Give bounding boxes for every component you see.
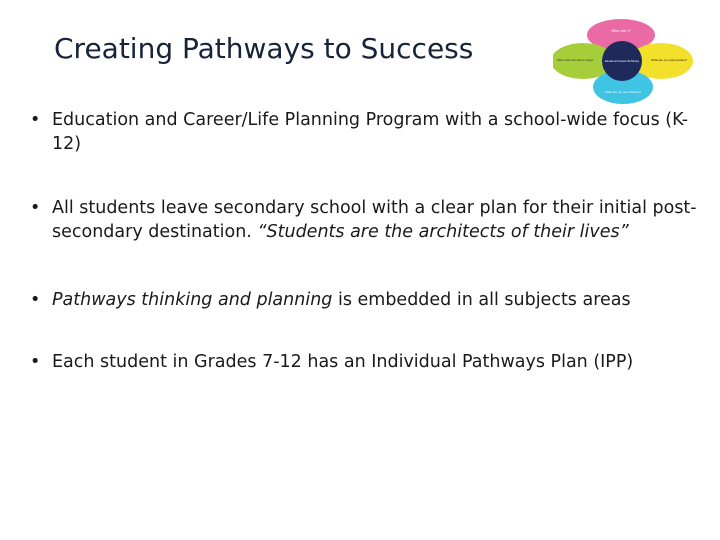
bullet-dot: • <box>30 198 41 218</box>
bullet-dot: • <box>30 110 41 130</box>
pathways-diagram <box>553 17 693 107</box>
diagram-bottom-label: What are my next choices? <box>605 90 642 94</box>
bullet-text: is embedded in all subjects areas <box>332 290 631 310</box>
bullet-dot: • <box>30 352 41 372</box>
bullet-list <box>30 108 706 374</box>
diagram-center-label: Education and Career/ Life Planning <box>605 60 647 63</box>
bullet-text: Education and Career/Life Planning Program with a school-wide focus (K-12) <box>52 110 689 154</box>
diagram-left-label: What do I want to be / where am I going? <box>557 58 594 62</box>
diagram-top-label: Who am I? <box>611 28 631 33</box>
bullet-text: Each student in Grades 7-12 has an Individual Pathways Plan (IPP) <box>52 352 634 372</box>
bullet-text: All students leave secondary school with a clear plan for their initial post-secondary destination. <box>52 198 697 242</box>
bullet-dot: • <box>30 290 41 310</box>
bullet-item-1 <box>30 108 706 156</box>
bullet-emphasis: Pathways thinking and planning <box>52 290 333 310</box>
diagram-right-label: What are my opportunities? <box>651 58 688 62</box>
bullet-quote: “Students are the architects of their lives” <box>257 222 629 242</box>
bullet-item-2 <box>30 196 706 244</box>
slide-title: Creating Pathways to Success <box>54 32 474 65</box>
bullet-item-3 <box>30 288 706 312</box>
bullet-item-4 <box>30 350 706 374</box>
